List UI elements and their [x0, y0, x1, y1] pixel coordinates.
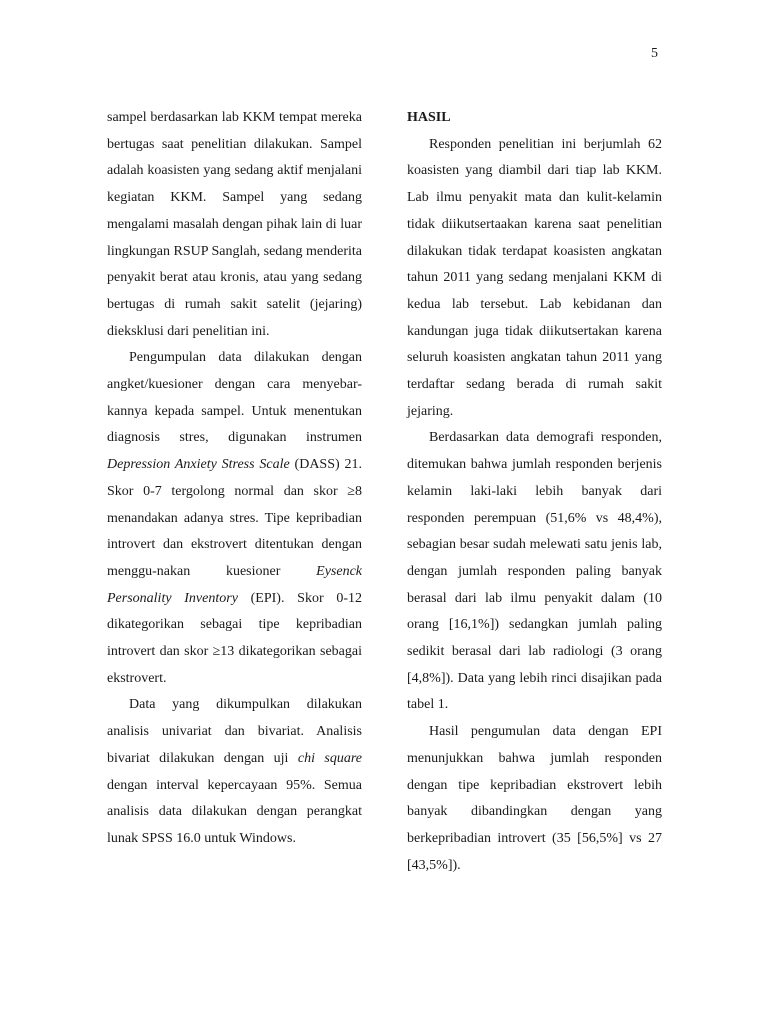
results-paragraph-respondents: Responden penelitian ini berjumlah 62 koasisten yang diambil dari tiap lab KKM. Lab ilmu penyakit mata dan kulit-kelamin tidak diikutsertaakan karena saat penelitian dilakukan tidak terdapat koasisten angkatan tahun 2011 yang sedang menjalani KKM di kedua lab tersebut. Lab kebidanan dan kandungan juga tidak diikutsertakan karena seluruh koasisten angkatan tahun 2011 yang terdaftar sedang berada di rumah sakit jejaring.: [407, 136, 662, 419]
left-column: [107, 105, 362, 853]
results-paragraph-epi: Hasil pengumulan data dengan EPI menunjukkan bahwa jumlah responden dengan tipe kepribadian ekstrovert lebih banyak dibandingkan dengan yang berkepribadian introvert (35 [56,5%] vs 27 [43,5%]).: [407, 724, 662, 873]
section-heading-hasil: HASIL: [407, 110, 451, 125]
right-column: [407, 105, 662, 879]
results-paragraph-demographics: Berdasarkan data demografi responden, ditemukan bahwa jumlah responden berjenis kelamin laki-laki lebih banyak dari responden perempuan (51,6% vs 48,4%), sebagian besar sudah melewati satu jenis lab, dengan jumlah responden paling banyak berasal dari lab ilmu penyakit dalam (10 orang [16,1%]) sedangkan jumlah paling sedikit berasal dari lab radiologi (3 orang [4,8%]). Data yang lebih rinci disajikan pada tabel 1.: [407, 430, 662, 713]
methods-paragraph-analysis: Data yang dikumpulkan dilakukan analisis univariat dan bivariat. Analisis bivariat dilakukan dengan uji chi square dengan interval kepercayaan 95%. Semua analisis data dilakukan dengan perangkat lunak SPSS 16.0 untuk Windows.: [107, 697, 362, 846]
methods-paragraph-sample: sampel berdasarkan lab KKM tempat mereka bertugas saat penelitian dilakukan. Sampel adalah koasisten yang sedang aktif menjalani kegiatan KKM. Sampel yang sedang mengalami masalah dengan pihak lain di luar lingkungan RSUP Sanglah, sedang menderita penyakit berat atau kronis, atau yang sedang bertugas di rumah sakit satelit (jejaring) dieksklusi dari penelitian ini.: [107, 110, 362, 339]
dass-instrument-name: Depression Anxiety Stress Scale: [107, 457, 290, 473]
epi-instrument-name: Eysenck Personality Inventory: [107, 563, 362, 606]
methods-paragraph-data-collection: Pengumpulan data dilakukan dengan angket/kuesioner dengan cara menyebar-kannya kepada sampel. Untuk menentukan diagnosis stres, digunakan instrumen Depression Anxiety Stress Scale (DASS) 21. Skor 0-7 tergolong normal dan skor ≥8 menandakan adanya stres. Tipe kepribadian introvert dan ekstrovert ditentukan dengan menggu-nakan kuesioner Eysenck Personality Inventory (EPI). Skor 0-12 dikategorikan sebagai tipe kepribadian introvert dan skor ≥13 dikategorikan sebagai ekstrovert.: [107, 350, 362, 686]
page-number: 5: [651, 46, 658, 61]
chi-square-term: chi square: [297, 750, 362, 766]
